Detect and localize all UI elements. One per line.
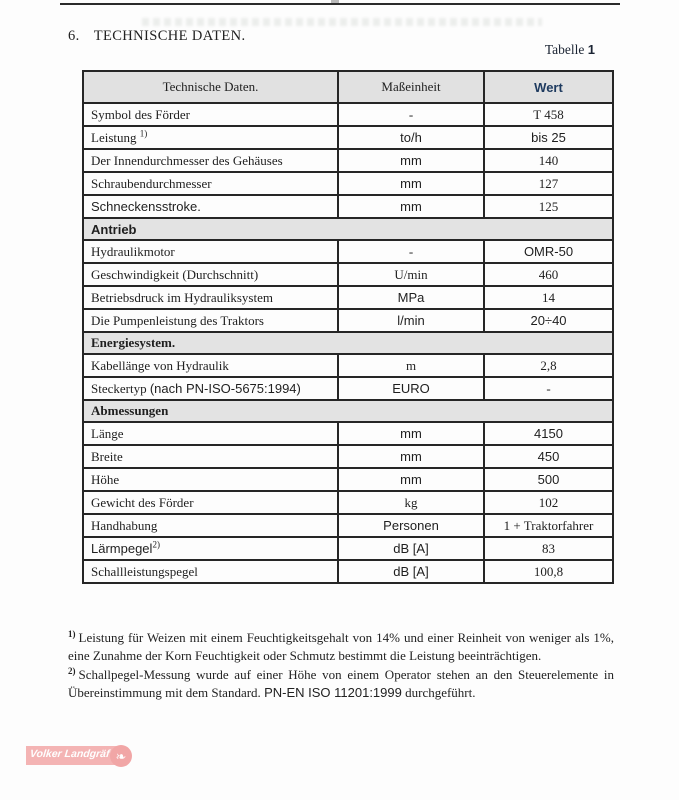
footnotes-block xyxy=(68,629,614,703)
value-cell: bis 25 xyxy=(484,126,613,149)
value-cell: 1 + Traktorfahrer xyxy=(484,514,613,537)
spec-label-cell: Symbol des Förder xyxy=(83,103,338,126)
unit-cell: Personen xyxy=(338,514,484,537)
table-row xyxy=(83,149,613,172)
spec-label-cell: Leistung $^{1)}$ xyxy=(83,126,338,149)
section-label: Energiesystem. xyxy=(83,332,613,354)
spec-label-cell: Höhe xyxy=(83,468,338,491)
value-cell: 460 xyxy=(484,263,613,286)
watermark-logo-icon: ❧ xyxy=(110,745,132,767)
table-row xyxy=(83,103,613,126)
unit-cell: - xyxy=(338,103,484,126)
table-row xyxy=(83,445,613,468)
table-caption xyxy=(0,42,595,58)
table-row xyxy=(83,514,613,537)
footnote-marker: 1) xyxy=(68,628,76,639)
watermark xyxy=(26,745,132,767)
table-row xyxy=(83,309,613,332)
footnote: $^{1)}$ Leistung für Weizen mit einem Feuchtigkeitsgehalt von 14% und einer Reinheit von weniger als 1%, eine Zunahme der Korn Feuchtigkeit oder Schmutz bestimmt die Leistung beeinträchtigen. xyxy=(68,628,614,663)
table-caption-word: Tabelle xyxy=(544,42,585,57)
section-row xyxy=(83,218,613,240)
table-row xyxy=(83,560,613,583)
unit-cell: to/h xyxy=(338,126,484,149)
unit-cell: m xyxy=(338,354,484,377)
unit-cell: dB [A] xyxy=(338,537,484,560)
section-label: Abmessungen xyxy=(83,400,613,422)
spec-label-cell: Hydraulikmotor xyxy=(83,240,338,263)
value-cell: 125 xyxy=(484,195,613,218)
value-cell: 127 xyxy=(484,172,613,195)
spec-label-cell: Der Innendurchmesser des Gehäuses xyxy=(83,149,338,172)
unit-cell: mm xyxy=(338,445,484,468)
table-row xyxy=(83,286,613,309)
page-header-rule xyxy=(60,3,620,5)
unit-cell: mm xyxy=(338,468,484,491)
table-row xyxy=(83,468,613,491)
value-cell: OMR-50 xyxy=(484,240,613,263)
unit-cell: mm xyxy=(338,195,484,218)
unit-cell: kg xyxy=(338,491,484,514)
value-cell: T 458 xyxy=(484,103,613,126)
table-row xyxy=(83,491,613,514)
technical-data-table xyxy=(82,70,614,584)
page-number-artifact xyxy=(331,0,339,3)
section-number: 6. xyxy=(68,28,80,44)
value-cell: 2,8 xyxy=(484,354,613,377)
spec-label-cell: Lärmpegel$^{2)}$ xyxy=(83,537,338,560)
spec-label-cell: Steckertyp (nach PN-ISO-5675:1994) xyxy=(83,377,338,400)
unit-cell: l/min xyxy=(338,309,484,332)
section-row xyxy=(83,332,613,354)
value-cell: 14 xyxy=(484,286,613,309)
col-header-unit: Maßeinheit xyxy=(338,71,484,103)
spec-label-cell: Betriebsdruck im Hydrauliksystem xyxy=(83,286,338,309)
spec-label-cell: Schneckensstroke. xyxy=(83,195,338,218)
watermark-text: Volker Landgräf xyxy=(29,748,111,760)
unit-cell: U/min xyxy=(338,263,484,286)
table-row xyxy=(83,377,613,400)
table-row xyxy=(83,537,613,560)
value-cell: 140 xyxy=(484,149,613,172)
spec-label-cell: Schallleistungspegel xyxy=(83,560,338,583)
table-row xyxy=(83,240,613,263)
unit-cell: mm xyxy=(338,172,484,195)
scan-bleed-artifact xyxy=(142,18,542,26)
value-cell: 102 xyxy=(484,491,613,514)
table-row xyxy=(83,172,613,195)
table-caption-number: 1 xyxy=(587,42,595,57)
table-row xyxy=(83,422,613,445)
unit-cell: mm xyxy=(338,149,484,172)
value-cell: 450 xyxy=(484,445,613,468)
value-cell: 83 xyxy=(484,537,613,560)
table-row xyxy=(83,195,613,218)
spec-label-cell: Gewicht des Förder xyxy=(83,491,338,514)
table-row xyxy=(83,126,613,149)
spec-label-cell: Breite xyxy=(83,445,338,468)
table-header-row xyxy=(83,71,613,103)
value-cell: 4150 xyxy=(484,422,613,445)
col-header-parameter: Technische Daten. xyxy=(83,71,338,103)
spec-label-cell: Schraubendurchmesser xyxy=(83,172,338,195)
spec-label-cell: Geschwindigkeit (Durchschnitt) xyxy=(83,263,338,286)
unit-cell: mm xyxy=(338,422,484,445)
spec-label-cell: Die Pumpenleistung des Traktors xyxy=(83,309,338,332)
value-cell: - xyxy=(484,377,613,400)
section-label: Antrieb xyxy=(83,218,613,240)
unit-cell: EURO xyxy=(338,377,484,400)
spec-label-cell: Kabellänge von Hydraulik xyxy=(83,354,338,377)
spec-label-cell: Handhabung xyxy=(83,514,338,537)
col-header-value: Wert xyxy=(484,71,613,103)
value-cell: 100,8 xyxy=(484,560,613,583)
footnote: $^{2)}$ Schallpegel-Messung wurde auf einer Höhe von einem Operator stehen an den Steuerelemente in Übereinstimmung mit dem Standard. PN-EN ISO 11201:1999 durchgeführt. xyxy=(68,665,614,700)
section-row xyxy=(83,400,613,422)
unit-cell: - xyxy=(338,240,484,263)
unit-cell: dB [A] xyxy=(338,560,484,583)
section-title: TECHNISCHE DATEN. xyxy=(93,28,246,44)
spec-label-cell: Länge xyxy=(83,422,338,445)
table-row xyxy=(83,263,613,286)
unit-cell: MPa xyxy=(338,286,484,309)
table-row xyxy=(83,354,613,377)
value-cell: 500 xyxy=(484,468,613,491)
footnote-marker: 2) xyxy=(68,665,76,676)
value-cell: 20÷40 xyxy=(484,309,613,332)
